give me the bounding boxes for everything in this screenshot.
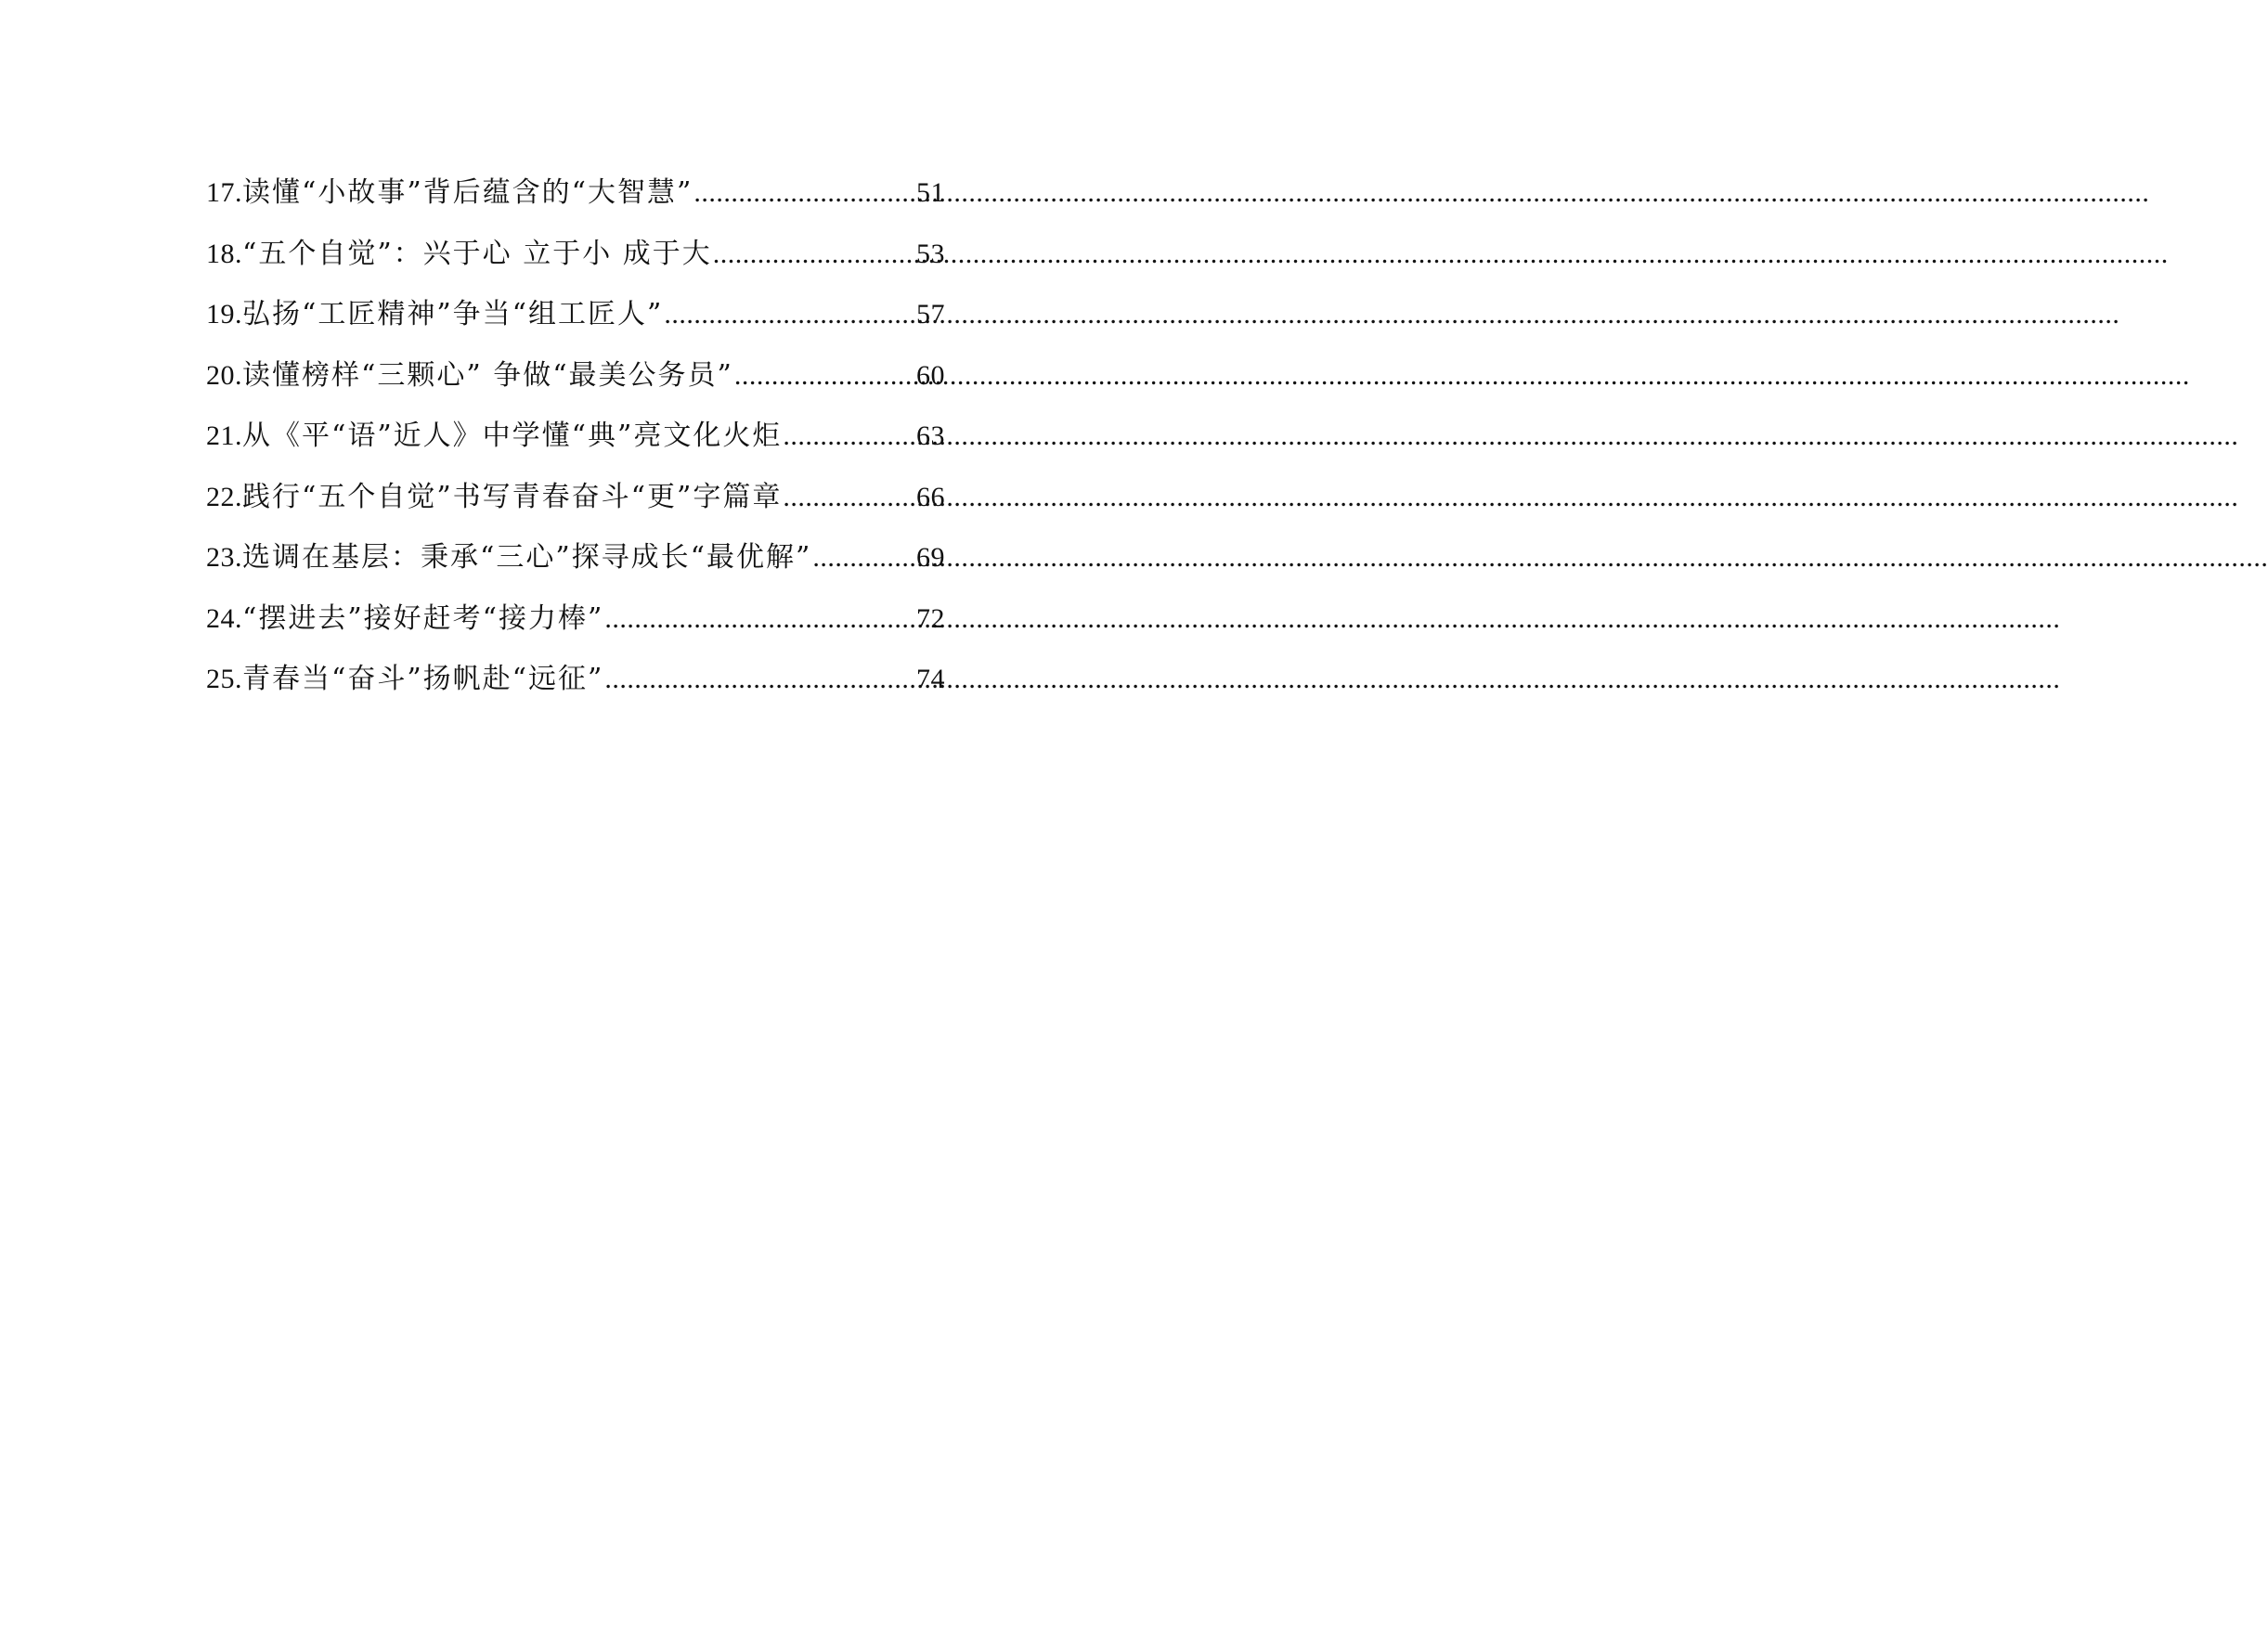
toc-dot-leader (734, 360, 915, 392)
toc-dot-leader (604, 664, 915, 695)
toc-entry-page: 60 (916, 359, 945, 391)
toc-entry-number: 21. (206, 420, 242, 451)
toc-entry-number: 24. (206, 602, 242, 634)
toc-entry[interactable] (206, 412, 945, 473)
toc-entry-page: 69 (916, 542, 945, 573)
toc-entry-number: 20. (206, 359, 242, 391)
toc-entry[interactable] (206, 473, 945, 535)
toc-entry-title: 读懂“小故事”背后蕴含的“大智慧” (242, 176, 693, 209)
toc-entry[interactable] (206, 352, 945, 413)
toc-entry-page: 66 (916, 481, 945, 512)
toc-entry-number: 19. (206, 299, 242, 329)
toc-entry-number: 22. (206, 481, 242, 512)
toc-entry-number: 17. (206, 177, 242, 208)
toc-dot-leader (783, 482, 915, 513)
toc-dot-leader (812, 542, 915, 574)
toc-entry[interactable] (206, 169, 945, 230)
toc-entry-page: 74 (916, 664, 945, 694)
toc-entry-page: 63 (916, 420, 945, 451)
toc-entry-title: 从《平“语”近人》中学懂“典”亮文化火炬 (242, 420, 783, 452)
toc-entry-page: 53 (916, 238, 945, 269)
toc-dot-leader (664, 299, 915, 330)
toc-entry-title: 选调在基层：秉承“三心”探寻成长“最优解” (242, 541, 812, 574)
toc-entry[interactable] (206, 595, 945, 656)
toc-entry[interactable] (206, 655, 945, 717)
toc-entry-title: 读懂榜样“三颗心” 争做“最美公务员” (242, 358, 733, 392)
toc-entry-title: “摆进去”接好赶考“接力棒” (242, 601, 604, 635)
toc-entry-number: 18. (206, 238, 242, 269)
toc-entry-page: 72 (916, 602, 945, 634)
toc-entry-title: 弘扬“工匠精神”争当“组工匠人” (242, 298, 664, 330)
toc-entry-number: 25. (206, 664, 242, 694)
toc-entry[interactable] (206, 291, 945, 352)
toc-entry-page: 57 (916, 299, 945, 329)
table-of-contents (206, 169, 945, 717)
toc-dot-leader (713, 239, 915, 270)
toc-entry-title: “五个自觉”：兴于心 立于小 成于大 (242, 237, 712, 270)
toc-entry-title: 青春当“奋斗”扬帆赴“远征” (242, 663, 604, 695)
toc-dot-leader (783, 420, 915, 452)
toc-dot-leader (693, 177, 915, 209)
toc-entry-number: 23. (206, 542, 242, 573)
toc-entry-page: 51 (916, 177, 945, 208)
toc-entry[interactable] (206, 230, 945, 291)
toc-entry-title: 践行“五个自觉”书写青春奋斗“更”字篇章 (242, 480, 783, 513)
toc-entry[interactable] (206, 534, 945, 595)
toc-dot-leader (604, 603, 915, 635)
